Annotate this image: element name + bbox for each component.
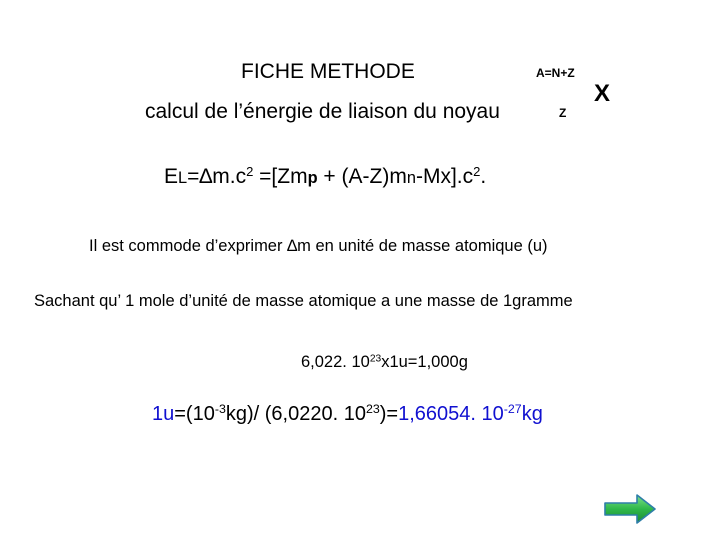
slide-title: FICHE METHODE (241, 60, 415, 83)
conv-p1: =(10 (174, 403, 215, 425)
mass-number-label: A=N+Z (536, 66, 575, 80)
nucleus-symbol: X (594, 80, 611, 107)
formula-end: . (480, 165, 487, 188)
binding-energy-formula (164, 165, 486, 189)
formula-n-subscript: n (406, 169, 416, 187)
formula-tail: -Mx].c (415, 165, 474, 188)
conv-exp-2: 23 (365, 402, 380, 417)
formula-plus: + (A-Z)m (317, 165, 407, 188)
avogadro-a: 6,022. 10 (301, 353, 370, 371)
conv-unit: kg (521, 403, 543, 425)
text-line-1: Il est commode d’exprimer ∆m en unité de masse atomique (u) (89, 237, 548, 255)
formula-square-1: 2 (246, 163, 254, 179)
formula-e: E (164, 165, 179, 188)
avogadro-b: x1u=1,000g (381, 353, 468, 371)
right-arrow-icon (604, 493, 656, 525)
formula-dm: =∆m.c (187, 165, 247, 188)
slide-subtitle: calcul de l’énergie de liaison du noyau (145, 100, 500, 123)
avogadro-equation (301, 353, 468, 372)
unit-conversion-equation (152, 403, 543, 426)
conv-p2: kg)/ (6,0220. 10 (225, 403, 366, 425)
conv-exp-1: -3 (214, 402, 226, 417)
atomic-number-label: Z (559, 106, 567, 120)
conv-result: 1,66054. 10 (398, 403, 504, 425)
formula-l-subscript: L (178, 169, 188, 187)
formula-p-subscript: p (307, 169, 318, 187)
next-slide-button[interactable] (604, 493, 656, 525)
text-line-2: Sachant qu’ 1 mole d’unité de masse atomique a une masse de 1gramme (34, 292, 573, 310)
formula-mid: =[Zm (253, 165, 308, 188)
u-label: 1u (152, 403, 175, 425)
conv-exp-3: -27 (503, 402, 522, 417)
formula-square-2: 2 (473, 163, 481, 179)
avogadro-exponent: 23 (369, 353, 382, 365)
conv-p3: )= (379, 403, 399, 425)
